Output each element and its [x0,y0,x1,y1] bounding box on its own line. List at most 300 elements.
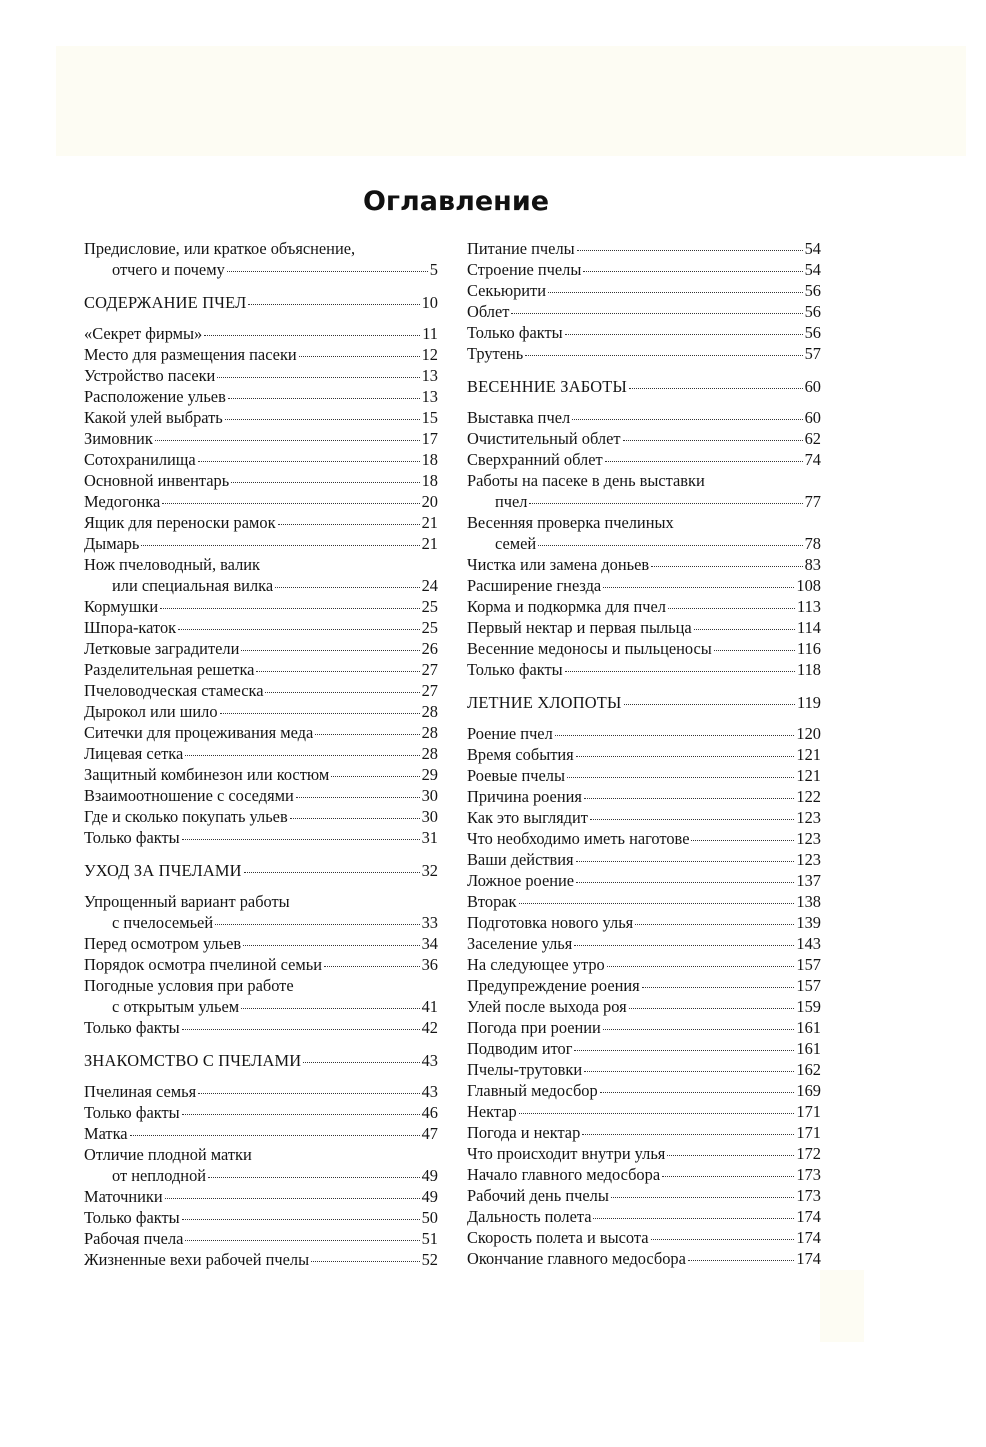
toc-entry-title: Скорость полета и высота [467,1228,649,1247]
toc-entry-row [467,617,821,638]
dot-leader [155,440,420,441]
toc-entry [84,386,438,407]
page-number: 114 [797,618,821,637]
toc-entry [467,1017,821,1038]
toc-entry-row [467,849,821,870]
toc-entry [467,259,821,280]
toc-entry [467,1122,821,1143]
dot-leader [567,777,794,778]
page-number: 27 [421,681,438,700]
toc-entry-row [84,344,438,365]
toc-entry [467,428,821,449]
toc-entry [467,996,821,1017]
dot-leader [290,818,420,819]
dot-leader [714,650,795,651]
toc-section-title: ВЕСЕННИЕ ЗАБОТЫ [467,377,627,396]
toc-entry [84,407,438,428]
page-number: 161 [796,1018,821,1037]
toc-entry-row [84,860,438,881]
toc-entry-row [84,996,438,1017]
dot-leader [178,629,420,630]
toc-entry-row [84,575,438,596]
page-number: 33 [421,913,438,932]
page-number: 57 [804,344,821,363]
toc-entry-title: Что необходимо иметь наготове [467,829,690,848]
page-number: 28 [421,702,438,721]
dot-leader [519,903,795,904]
toc-entry-title: Секьюрити [467,281,546,300]
toc-entry [467,1248,821,1269]
dot-leader [582,1134,794,1135]
toc-entry-row [467,428,821,449]
page-number: 171 [796,1102,821,1121]
toc-entry-title: На следующее утро [467,955,605,974]
page-title: Оглавление [362,186,550,218]
dot-leader [296,797,420,798]
toc-entry-row [467,376,821,397]
toc-entry [84,701,438,722]
page-number: 43 [421,1082,438,1101]
toc-entry-title: Только факты [467,323,563,342]
toc-entry-title: Летковые заградители [84,639,240,658]
dot-leader [303,1062,419,1063]
page-number: 50 [421,1208,438,1227]
page-number: 49 [421,1187,438,1206]
page-number: 18 [421,471,438,490]
toc-entry [84,764,438,785]
toc-entry-title: пчел [495,492,528,511]
dot-leader [198,461,420,462]
toc-entry-row [84,827,438,848]
toc-entry-row [84,259,438,280]
page-number: 32 [421,861,438,880]
dot-leader [590,819,794,820]
toc-entry-title: Подготовка нового улья [467,913,634,932]
dot-leader [248,304,419,305]
page-number: 17 [421,429,438,448]
toc-entry-title-line: Весенняя проверка пчелиных [467,513,674,532]
toc-entry [467,1185,821,1206]
toc-entry [84,722,438,743]
toc-entry-title-line: Отличие плодной матки [84,1145,252,1164]
page-number: 21 [421,513,438,532]
page-number: 29 [421,765,438,784]
toc-entry-title: Какой улей выбрать [84,408,223,427]
page-number: 137 [796,871,821,890]
dot-leader [688,1260,795,1261]
dot-leader [635,924,794,925]
toc-entry-row [84,470,438,491]
toc-entry-row [467,554,821,575]
toc-entry-row [84,722,438,743]
toc-entry-title: Порядок осмотра пчелиной семьи [84,955,322,974]
toc-entry-title: Строение пчелы [467,260,582,279]
toc-section-title: ЛЕТНИЕ ХЛОПОТЫ [467,693,622,712]
dot-leader [160,608,419,609]
toc-entry-row [467,659,821,680]
toc-entry-row [84,1207,438,1228]
toc-entry-row [84,743,438,764]
toc-column-right [467,238,821,1269]
dot-leader [603,1029,795,1030]
toc-entry-title: или специальная вилка [112,576,274,595]
toc-entry-title: Сверхранний облет [467,450,603,469]
toc-entry-row [84,954,438,975]
toc-section-title: ЗНАКОМСТВО С ПЧЕЛАМИ [84,1051,302,1070]
toc-entry-title: Расширение гнезда [467,576,602,595]
page-number: 34 [421,934,438,953]
toc-entry [467,449,821,470]
toc-entry [467,933,821,954]
dot-leader [694,629,795,630]
toc-entry-title: Облет [467,302,510,321]
toc-entry-title: отчего и почему [112,260,225,279]
toc-entry-title: Кормушки [84,597,159,616]
toc-entry [84,933,438,954]
dot-leader [600,1092,795,1093]
dot-leader [624,704,796,705]
toc-entry-title: Погода и нектар [467,1123,581,1142]
dot-leader [130,1135,420,1136]
page-number: 123 [796,850,821,869]
toc-entry-title: Матка [84,1124,128,1143]
page-number: 12 [421,345,438,364]
toc-entry [467,638,821,659]
dot-leader [244,872,420,873]
page-number: 43 [421,1051,438,1070]
toc-entry [84,659,438,680]
toc-entry-row [84,680,438,701]
toc-entry [467,1143,821,1164]
toc-entry-row [84,323,438,344]
toc-entry-row [467,954,821,975]
toc-entry-title: Сотохранилища [84,450,196,469]
toc-entry [84,1186,438,1207]
toc-entry-row [467,765,821,786]
toc-entry [467,512,821,554]
dot-leader [198,1093,419,1094]
toc-entry [84,533,438,554]
toc-entry [467,280,821,301]
dot-leader [662,1176,794,1177]
toc-entry [467,849,821,870]
dot-leader [651,566,803,567]
page-number: 18 [421,450,438,469]
dot-leader [215,924,420,925]
toc-entry [84,491,438,512]
toc-entry [467,1164,821,1185]
toc-entry-title: с пчелосемьей [112,913,214,932]
dot-leader [278,524,420,525]
page-number: 25 [421,597,438,616]
toc-entry [84,743,438,764]
toc-entry-title: Рабочая пчела [84,1229,184,1248]
toc-entry-row [84,533,438,554]
toc-entry-title: Зимовник [84,429,153,448]
toc-entry-title: с открытым ульем [112,997,240,1016]
toc-entry [84,1123,438,1144]
toc-entry-row [84,428,438,449]
toc-entry-row [467,1143,821,1164]
toc-entry-title: Ящик для переноски рамок [84,513,276,532]
toc-entry [467,807,821,828]
toc-entry-row [84,659,438,680]
toc-entry-title-line: Упрощенный вариант работы [84,892,290,911]
toc-entry-title-line: Нож пчеловодный, валик [84,555,261,574]
page-number: 121 [796,745,821,764]
toc-entry [84,596,438,617]
page-number: 171 [796,1123,821,1142]
toc-entry [84,1081,438,1102]
page-number: 47 [421,1124,438,1143]
dot-leader [265,692,419,693]
toc-entry-row [467,1059,821,1080]
toc-entry-row [467,870,821,891]
header-band [56,46,966,156]
dot-leader [162,503,419,504]
toc-entry-title: Нектар [467,1102,517,1121]
toc-entry-row [467,1101,821,1122]
toc-entry [467,744,821,765]
dot-leader [629,388,803,389]
toc-entry-title: Погода при роении [467,1018,601,1037]
dot-leader [231,482,419,483]
dot-leader [576,756,795,757]
toc-entry-row [84,1249,438,1270]
page-number: 5 [429,260,438,279]
dot-leader [548,292,803,293]
page-number: 56 [804,281,821,300]
toc-entry-title: Основной инвентарь [84,471,230,490]
toc-entry-row [84,407,438,428]
dot-leader [227,271,428,272]
toc-entry [467,575,821,596]
toc-entry [84,428,438,449]
toc-section [84,860,438,881]
toc-entry-row [467,449,821,470]
toc-entry-row [84,449,438,470]
dot-leader [519,1113,795,1114]
page-number: 60 [804,377,821,396]
dot-leader [576,861,795,862]
toc-entry-title: Что происходит внутри улья [467,1144,666,1163]
toc-entry-row [84,1017,438,1038]
toc-entry-title: Только факты [467,660,563,679]
toc-entry [84,680,438,701]
dot-leader [583,271,802,272]
dot-leader [315,734,419,735]
toc-entry-row [467,1227,821,1248]
toc-entry [467,954,821,975]
toc-entry-row [84,701,438,722]
toc-entry-title: Вторак [467,892,517,911]
toc-entry-title: Лицевая сетка [84,744,184,763]
page-number: 30 [421,807,438,826]
toc-entry-row [467,933,821,954]
dot-leader [574,1050,794,1051]
toc-entry-row [84,617,438,638]
page-number: 21 [421,534,438,553]
toc-entry-title: Роение пчел [467,724,553,743]
toc-entry [467,1206,821,1227]
toc-entry [467,617,821,638]
toc-entry-row [467,491,821,512]
toc-entry-row [467,322,821,343]
toc-entry [84,365,438,386]
toc-entry [84,344,438,365]
toc-entry-row [467,1164,821,1185]
toc-entry [84,512,438,533]
dot-leader [220,713,420,714]
toc-entry-row [467,301,821,322]
page-number: 24 [421,576,438,595]
page-number: 121 [796,766,821,785]
toc-entry [467,407,821,428]
toc-entry-title: Только факты [84,828,180,847]
dot-leader [225,419,420,420]
toc-entry-row [84,292,438,313]
toc-entry-row [84,386,438,407]
toc-entry [467,322,821,343]
dot-leader [228,398,420,399]
page-number: 116 [797,639,821,658]
dot-leader [299,356,420,357]
toc-entry-row [84,1050,438,1071]
corner-band [820,1270,864,1342]
dot-leader [691,840,794,841]
toc-entry-title: Окончание главного медосбора [467,1249,686,1268]
toc-entry-row [84,638,438,659]
page-number: 42 [421,1018,438,1037]
page-number: 157 [796,976,821,995]
page-number: 123 [796,808,821,827]
dot-leader [241,650,419,651]
page-number: 74 [804,450,821,469]
dot-leader [607,966,795,967]
page-number: 119 [797,693,821,712]
toc-entry-title: Как это выглядит [467,808,588,827]
toc-entry-title: Только факты [84,1018,180,1037]
toc-section [467,692,821,713]
page-number: 78 [804,534,821,553]
toc-entry-title: Очистительный облет [467,429,621,448]
dot-leader [141,545,419,546]
page-number: 173 [796,1186,821,1205]
toc-entry-row [467,744,821,765]
toc-entry [467,1101,821,1122]
toc-entry [84,785,438,806]
dot-leader [525,355,802,356]
toc-entry-row [467,1248,821,1269]
dot-leader [275,587,419,588]
page-number: 10 [421,293,438,312]
toc-column-left [84,238,438,1270]
toc-entry-title: Выставка пчел [467,408,571,427]
page-number: 41 [421,997,438,1016]
dot-leader [311,1261,419,1262]
toc-entry-title: Место для размещения пасеки [84,345,297,364]
toc-entry [467,238,821,259]
dot-leader [577,250,803,251]
toc-entry [84,1207,438,1228]
dot-leader [572,419,802,420]
toc-entry-row [467,723,821,744]
toc-entry-row [84,764,438,785]
toc-entry-row [84,1228,438,1249]
toc-entry [84,954,438,975]
page-number: 54 [804,260,821,279]
page-number: 52 [421,1250,438,1269]
toc-entry-row [84,1081,438,1102]
page-number: 77 [804,492,821,511]
page-number: 108 [796,576,821,595]
toc-entry-title: Ложное роение [467,871,575,890]
toc-entry [84,470,438,491]
toc-entry-row [467,533,821,554]
toc-entry-title: Дальность полета [467,1207,592,1226]
toc-entry-title: Весенние медоносы и пыльценосы [467,639,712,658]
toc-entry-title: Чистка или замена доньев [467,555,650,574]
toc-entry-title: от неплодной [112,1166,207,1185]
toc-entry-row [467,343,821,364]
dot-leader [185,1240,419,1241]
toc-section-title: УХОД ЗА ПЧЕЛАМИ [84,861,242,880]
dot-leader [538,545,802,546]
dot-leader [623,440,803,441]
toc-entry [467,554,821,575]
toc-entry-title: Устройство пасеки [84,366,216,385]
page-number: 54 [804,239,821,258]
toc-entry-row [467,912,821,933]
dot-leader [165,1198,420,1199]
toc-entry [467,891,821,912]
toc-entry [467,765,821,786]
toc-entry-title: Главный медосбор [467,1081,598,1100]
toc-entry [84,554,438,596]
toc-entry-row [467,807,821,828]
toc-entry [84,975,438,1017]
dot-leader [217,377,419,378]
toc-entry-row [84,1186,438,1207]
toc-entry-title: Разделительная решетка [84,660,255,679]
toc-entry-title: семей [495,534,537,553]
toc-entry-title: Пчеловодческая стамеска [84,681,264,700]
toc-entry-row [84,912,438,933]
toc-entry-title: Где и сколько покупать ульев [84,807,288,826]
toc-entry-title: Начало главного медосбора [467,1165,661,1184]
toc-entry-row [84,785,438,806]
toc-entry-title: Первый нектар и первая пыльца [467,618,692,637]
page-number: 138 [796,892,821,911]
toc-entry-title: Маточники [84,1187,163,1206]
toc-entry-row [84,596,438,617]
page-number: 28 [421,744,438,763]
dot-leader [593,1218,794,1219]
page-number: 51 [421,1229,438,1248]
toc-entry-row [467,238,821,259]
toc-entry [84,617,438,638]
toc-entry [84,323,438,344]
toc-entry-title: Заселение улья [467,934,573,953]
toc-entry-title: Только факты [84,1208,180,1227]
dot-leader [668,608,795,609]
page-number: 31 [421,828,438,847]
toc-section [84,292,438,313]
toc-entry-row [84,1102,438,1123]
dot-leader [182,1114,420,1115]
page-number: 36 [421,955,438,974]
toc-entry-title: Дымарь [84,534,140,553]
